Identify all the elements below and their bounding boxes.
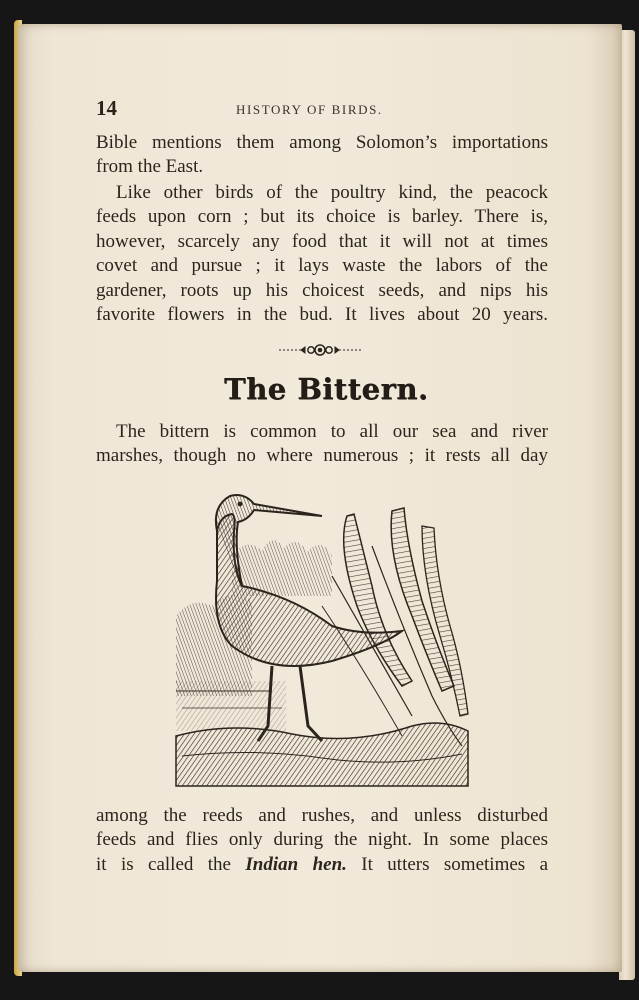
section-title: The Bittern. <box>224 372 429 406</box>
text-line: Bible mentions them among Solomon’s importations <box>96 132 548 153</box>
page-number: 14 <box>96 96 117 120</box>
bittern-woodcut-illustration <box>172 486 472 792</box>
text-line: feeds and flies only during the night. In some places <box>96 829 548 851</box>
text-run: it is called the <box>96 853 246 875</box>
text-run: It utters sometimes a <box>346 853 548 875</box>
text-line: favorite flowers in the bud. It lives about 20 years. <box>96 304 548 326</box>
paragraph-peacock <box>96 181 548 327</box>
italic-term: Indian hen. <box>245 853 347 875</box>
paragraph-continued <box>96 131 548 180</box>
text-line: Like other birds of the poultry kind, the peacock <box>116 182 548 203</box>
text-line: gardener, roots up his choicest seeds, and nips his <box>96 279 548 301</box>
text-line <box>96 853 548 877</box>
text-line: from the East. <box>96 156 204 178</box>
text-line: covet and pursue ; it lays waste the labors of the <box>96 255 548 277</box>
text-line: marshes, though no where numerous ; it rests all day <box>96 445 548 467</box>
paragraph-bittern-continued <box>96 804 548 877</box>
page-header <box>96 96 548 120</box>
text-line: among the reeds and rushes, and unless disturbed <box>96 805 548 826</box>
ornament-divider <box>275 342 365 358</box>
text-line: feeds upon corn ; but its choice is barley. There is, <box>96 206 548 228</box>
text-line: The bittern is common to all our sea and river <box>116 421 548 442</box>
paragraph-bittern-intro <box>96 420 548 469</box>
running-head: HISTORY OF BIRDS. <box>236 102 383 117</box>
text-line: however, scarcely any food that it will not at times <box>96 230 548 252</box>
